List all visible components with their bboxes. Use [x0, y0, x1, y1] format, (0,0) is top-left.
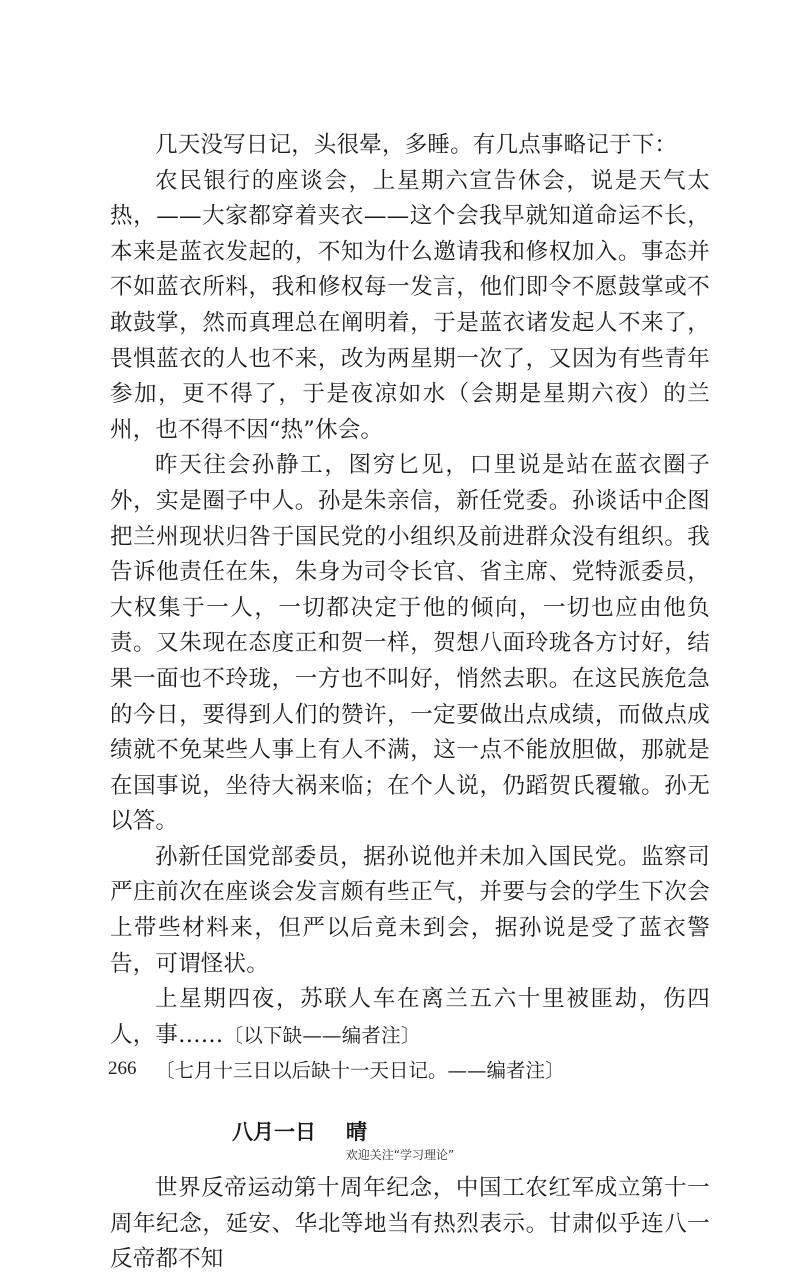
entry-weather: 晴 [346, 1120, 367, 1145]
page-number: 266 [108, 1058, 137, 1079]
editor-note-inline: 〔以下缺——编者注〕 [223, 1023, 421, 1047]
editor-note-gap: 〔七月十三日以后缺十一天日记。——编者注〕 [155, 1059, 565, 1083]
paragraph-soviet-car [110, 982, 710, 1053]
paragraph-forum: 农民银行的座谈会，上星期六宣告休会，说是天气太热，——大家都穿着夹衣——这个会我早就知道命运不长，本来是蓝衣发起的，不知为什么邀请我和修权加入。事态并不如蓝衣所料，我和修权每一发言，他们即令不愿鼓掌或不敢鼓掌，然而真理总在阐明着，于是蓝衣诸发起人不来了，畏惧蓝衣的人也不来，改为两星期一次了，又因为有些青年参加，更不得了，于是夜凉如水（会期是星期六夜）的兰州，也不得不因“热”休会。 [110, 167, 710, 443]
diary-text-block [110, 128, 710, 1278]
entry-date: 八月一日 [232, 1120, 316, 1145]
paragraph-august-first: 世界反帝运动第十周年纪念，中国工农红军成立第十一周年纪念，延安、华北等地当有热烈表示。甘肃似乎连八一反帝都不知 [110, 1175, 710, 1273]
soviet-car-text: 上星期四夜，苏联人车在离兰五六十里被匪劫，伤四人，事…… [110, 986, 710, 1048]
paragraph-sun-jinggong: 昨天往会孙静工，图穷匕见，口里说是站在蓝衣圈子外，实是圈子中人。孙是朱亲信，新任党委。孙谈话中企图把兰州现状归咎于国民党的小组织及前进群众没有组织。我告诉他责任在朱，朱身为司令长官、省主席、党特派委员，大权集于一人，一切都决定于他的倾向，一切也应由他负责。又朱现在态度正和贺一样，贺想八面玲珑各方讨好，结果一面也不玲珑，一方也不叫好，悄然去职。在这民族危急的今日，要得到人们的赞许，一定要做出点成绩，而做点成绩就不免某些人事上有人不满，这一点不能放胆做，那就是在国事说，坐待大祸来临；在个人说，仍蹈贺氏覆辙。孙无以答。 [110, 452, 710, 835]
entry-date-heading [110, 1117, 710, 1147]
paragraph-party-committee: 孙新任国党部委员，据孙说他并未加入国民党。监察司严庄前次在座谈会发言颇有些正气，并要与会的学生下次会上带些材料来，但严以后竟未到会，据孙说是受了蓝衣警告，可谓怪状。 [110, 843, 710, 977]
footer-watermark: 欢迎关注“学习理论” [345, 1148, 455, 1162]
paragraph-intro: 几天没写日记，头很晕，多睡。有几点事略记于下： [155, 132, 678, 158]
